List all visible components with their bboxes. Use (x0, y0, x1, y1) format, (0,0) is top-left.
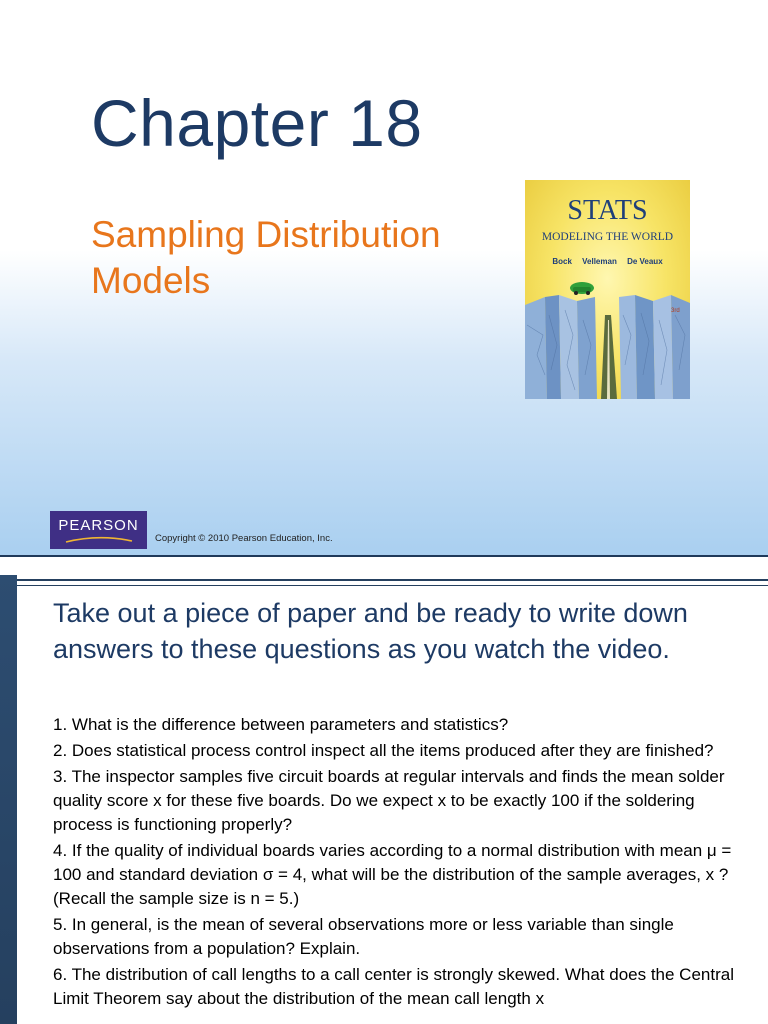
pearson-wordmark: PEARSON (58, 517, 139, 534)
book-title: STATS (567, 195, 648, 226)
list-item: 3. The inspector samples five circuit boards at regular intervals and finds the mean solder quality score x for these five boards. Do we expect x to be exactly 100 if the soldering process is functioning properly? (53, 767, 725, 834)
author-name: Bock (552, 257, 572, 266)
slide-header-rule (17, 579, 768, 586)
chapter-title: Chapter 18 (91, 86, 423, 160)
question-list (53, 713, 743, 1013)
pearson-logo (50, 511, 147, 549)
pearson-swoosh-icon (64, 536, 134, 544)
book-subtitle: MODELING THE WORLD (541, 231, 674, 243)
slide-divider (0, 555, 768, 557)
questions-slide (0, 575, 768, 1024)
copyright-text: Copyright © 2010 Pearson Education, Inc. (155, 533, 333, 544)
author-name: De Veaux (627, 257, 663, 266)
slide-heading: Take out a piece of paper and be ready to write down answers to these questions as you watch the video. (53, 598, 688, 664)
list-item: 2. Does statistical process control inspect all the items produced after they are finished? (53, 741, 714, 760)
list-item: 4. If the quality of individual boards varies according to a normal distribution with mean μ = 100 and standard deviation σ = 4, what will be the distribution of the sample averages, x ? (Recall the sample size is n = 5.) (53, 841, 732, 908)
book-authors (525, 258, 690, 266)
map-road-illustration (525, 275, 690, 399)
list-item: 5. In general, is the mean of several observations more or less variable than single observations from a population? Explain. (53, 915, 674, 958)
list-item: 6. The distribution of call lengths to a call center is strongly skewed. What does the Central Limit Theorem say about the distribution of the mean call length x (53, 965, 734, 1008)
list-item: 1. What is the difference between parameters and statistics? (53, 715, 509, 734)
car-icon (570, 282, 594, 295)
book-edition: 3rd (671, 308, 680, 314)
book-cover-image (525, 180, 690, 399)
chapter-subtitle: Sampling Distribution Models (91, 214, 441, 301)
author-name: Velleman (582, 257, 617, 266)
slide-side-bar (0, 575, 17, 1024)
